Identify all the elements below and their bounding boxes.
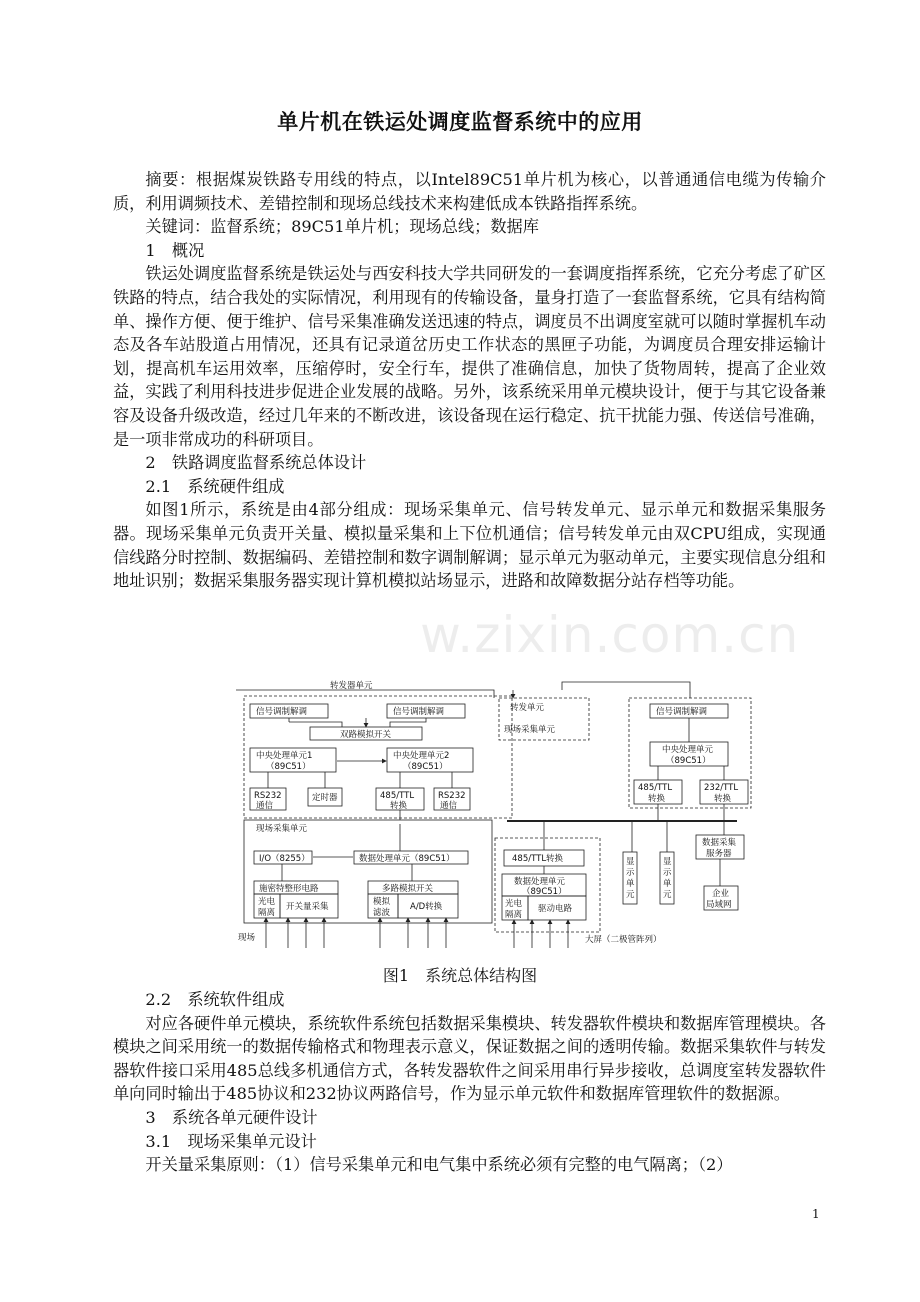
label-cpu2-chip: （89C51） [403,762,448,772]
label-io: I/O（8255） [259,854,310,864]
label-disp1-2: 单 [626,879,635,889]
paragraph-hardware: 如图1所示，系统是由4部分组成：现场采集单元、信号转发单元、显示单元和数据采集服务器。现场采集单元负责开关量、模拟量采集和上下位机通信；信号转发单元由双CPU组成，实现通信线路分时控制、数据编码、差错控制和数字调制解调；显示单元为驱动单元，主要实现信息分组和地址识别；数据采集服务器实现计算机模拟站场显示，进路和故障数据分站存档等功能。 [113,500,826,591]
figure-caption: 图1 系统总体结构图 [382,966,538,985]
label-disp2-2: 单 [663,879,672,889]
label-field-unit: 现场采集单元 [256,824,308,834]
label-switch-acq: 开关量采集 [286,902,329,912]
heading-overview: 1 概况 [145,240,205,260]
heading-overall-design: 2 铁路调度监督系统总体设计 [145,453,367,473]
label-display-485: 485/TTL转换 [512,854,564,864]
label-485ttl-l1: 485/TTL [380,791,415,801]
paragraph-software: 对应各硬件单元模块，系统软件系统包括数据采集模块、转发器软件模块和数据库管理模块。各模块之间采用统一的数据传输格式和物理表示意义，保证数据之间的透明传输。数据采集软件与转发器软件接口采用485总线多机通信方式，各转发器软件之间采用串行异步接收，总调度室转发器软件单向同时输出于485协议和232协议两路信号，作为显示单元软件和数据库管理软件的数据源。 [113,1013,826,1104]
label-timer: 定时器 [312,793,338,803]
label-disp2-1: 示 [663,868,672,878]
label-modem1: 信号调制解调 [256,707,308,717]
label-opto2-l1: 光电 [505,899,523,909]
label-screen: 大屏（二极管阵列） [585,935,662,945]
label-relay-small: 转发单元 [510,703,545,713]
label-server-l1: 数据采集 [702,838,737,848]
label-opto2-l2: 隔离 [505,910,523,920]
line-top-right [562,682,690,698]
label-mux: 多路模拟开关 [382,884,434,894]
label-field-small: 现场采集单元 [504,725,556,735]
label-cpu3: 中央处理单元 [662,745,714,755]
label-field: 现场 [238,933,256,943]
watermark: w.zixin.com.cn [420,606,800,664]
label-analog-l2: 滤波 [373,908,391,918]
label-lan-l1: 企业 [712,889,730,899]
label-analog-l1: 模拟 [373,897,391,907]
label-disp1-3: 元 [626,890,635,900]
label-rs232b-l2: 通信 [440,801,458,811]
label-drive: 驱动电路 [538,904,573,914]
label-modem2: 信号调制解调 [393,707,445,717]
label-dual-switch: 双路模拟开关 [340,730,392,740]
body-text-top [113,168,826,593]
label-modem3: 信号调制解调 [656,707,708,717]
paragraph-overview: 铁运处调度监督系统是铁运处与西安科技大学共同研发的一套调度指挥系统，它充分考虑了矿区铁路的特点，结合我处的实际情况，利用现有的传输设备，量身打造了一套监督系统，它具有结构简单、操作方便、便于维护、信号采集准确发送迅速的特点，调度员不出调度室就可以随时掌握机车动态及各车站股道占用情况，还具有记录道岔历史工作状态的黑匣子功能，为调度员合理安排运输计划，提高机车运用效率，压缩停时，安全行车，提供了准确信息，加快了货物周转，提高了企业效益，实践了利用科技进步促进企业发展的战略。另外，该系统采用单元模块设计，便于与其它设备兼容及设备升级改造，经过几年来的不断改进，该设备现在运行稳定、抗干扰能力强、传送信号准确，是一项非常成功的科研项目。 [113,264,826,449]
label-adc: A/D转换 [410,902,443,912]
keywords: 关键词：监督系统；89C51单片机；现场总线；数据库 [145,217,539,237]
page-title: 单片机在铁运处调度监督系统中的应用 [277,110,643,134]
label-conv232-l1: 232/TTL [704,783,739,793]
label-conv485-l1: 485/TTL [638,783,673,793]
label-relay-unit: 转发器单元 [330,681,373,691]
heading-hardware: 2.1 系统硬件组成 [145,476,285,496]
system-diagram [232,676,762,954]
page-number: 1 [812,1207,820,1221]
abstract: 摘要：根据煤炭铁路专用线的特点，以Intel89C51单片机为核心，以普通通信电缆为传输介质，利用调频技术、差错控制和现场总线技术来构建低成本铁路指挥系统。 [113,170,826,213]
label-cpu3-chip: （89C51） [666,756,711,766]
label-cpu1-chip: （89C51） [266,762,311,772]
label-disp2-0: 显 [663,857,672,867]
heading-field-design: 3.1 现场采集单元设计 [145,1131,317,1151]
label-opto-l1: 光电 [258,897,276,907]
label-disp2-3: 元 [663,890,672,900]
line-top-left [236,690,494,698]
label-dpu: 数据处理单元（89C51） [359,854,455,864]
label-schmitt: 施密特整形电路 [259,884,319,894]
label-rs232b-l1: RS232 [438,791,466,801]
body-text-bottom [113,988,826,1177]
label-display-dpu: 数据处理单元 [514,877,566,887]
label-display-dpu-chip: （89C51） [522,887,567,897]
paragraph-field-design: 开关量采集原则：（1）信号采集单元和电气集中系统必须有完整的电气隔离；（2） [145,1155,733,1175]
label-conv485-l2: 转换 [648,794,666,804]
heading-software: 2.2 系统软件组成 [145,990,285,1009]
label-conv232-l2: 转换 [714,794,732,804]
label-disp1-1: 示 [626,868,635,878]
label-opto-l2: 隔离 [258,908,276,918]
label-485ttl-l2: 转换 [390,801,408,811]
label-rs232-l2: 通信 [256,801,274,811]
label-cpu2: 中央处理单元2 [393,751,450,761]
heading-unit-design: 3 系统各单元硬件设计 [145,1107,318,1127]
label-disp1-0: 显 [626,857,635,867]
label-server-l2: 服务器 [706,849,732,859]
label-lan-l2: 局域网 [706,900,732,910]
label-cpu1: 中央处理单元1 [256,751,313,761]
label-rs232-l1: RS232 [254,791,282,801]
